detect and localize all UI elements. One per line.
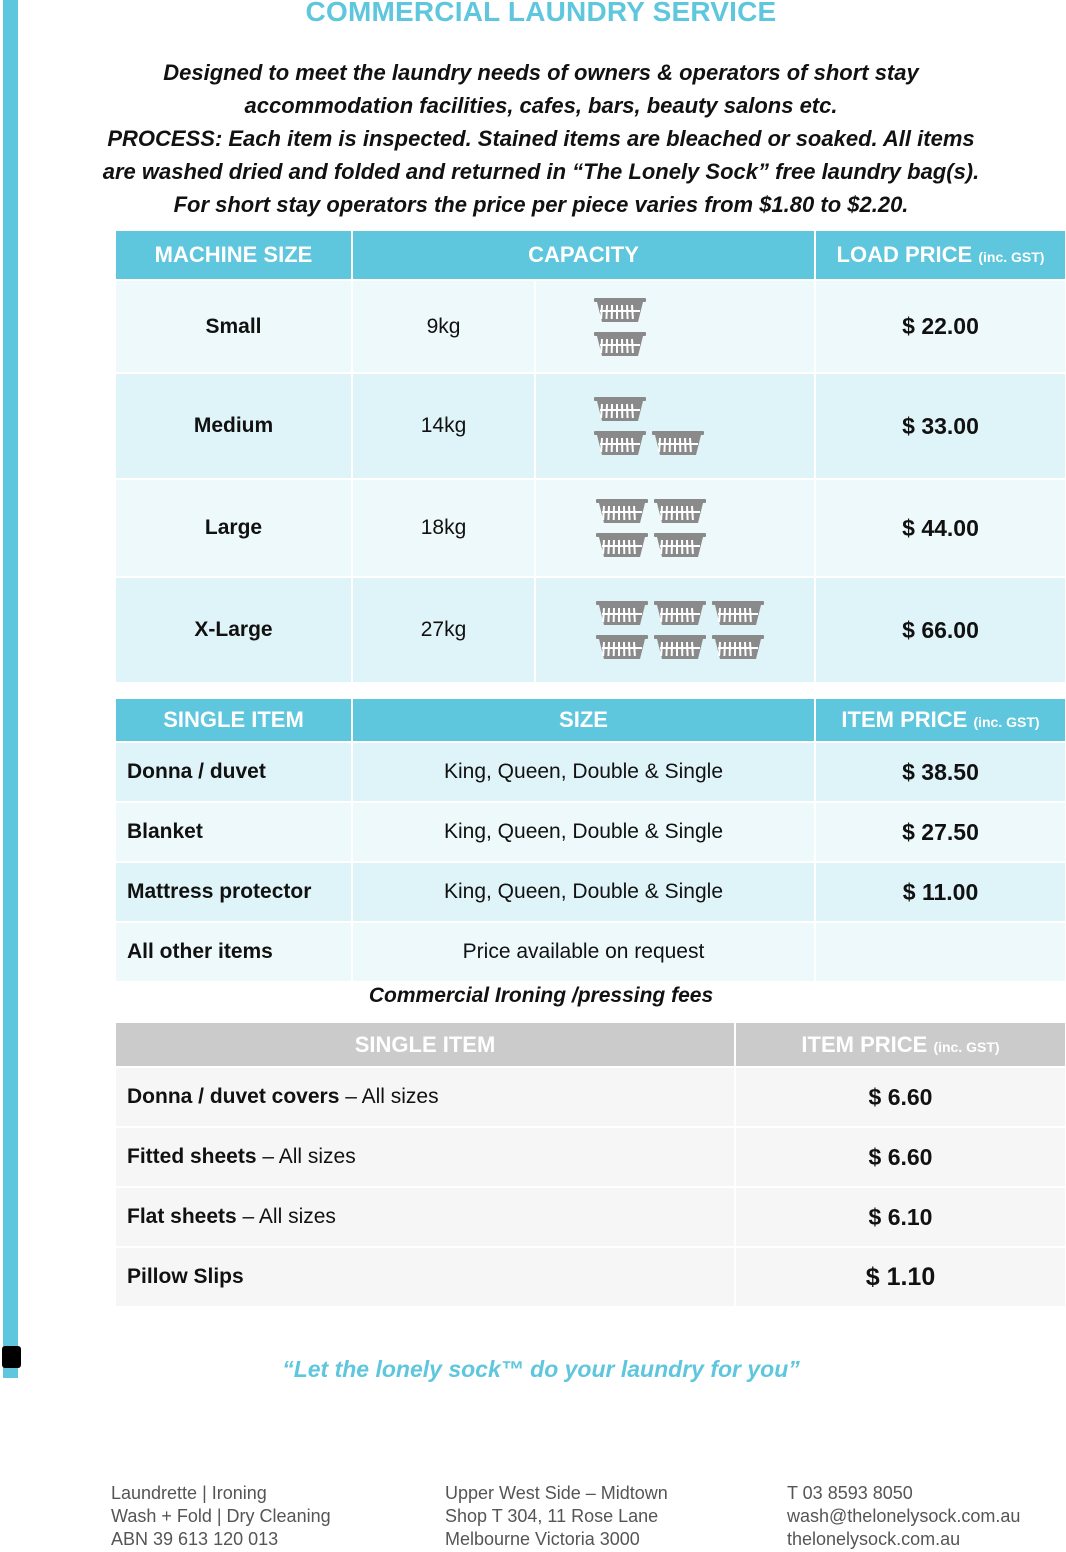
header-item-price-label: ITEM PRICE [801, 1031, 928, 1057]
header-single-item: SINGLE ITEM [116, 699, 352, 742]
machine-size: Small [116, 280, 352, 373]
item-size: King, Queen, Double & Single [352, 802, 815, 862]
table-row [116, 577, 1065, 683]
header-item-price-label: ITEM PRICE [841, 707, 968, 732]
header-size: SIZE [352, 699, 815, 742]
capacity-baskets [535, 577, 815, 683]
capacity-baskets [535, 373, 815, 479]
laundry-basket-icon [652, 530, 708, 560]
ironing-item [116, 1127, 735, 1187]
machine-size: X-Large [116, 577, 352, 683]
machine-price-table [116, 231, 1065, 684]
item-size: Price available on request [352, 922, 815, 982]
item-price: $ 38.50 [815, 742, 1065, 802]
laundry-basket-icon [652, 598, 708, 628]
laundry-basket-icon [710, 632, 766, 662]
table-row [116, 1127, 1065, 1187]
laundry-basket-icon [594, 632, 650, 662]
page-title: COMMERCIAL LAUNDRY SERVICE [305, 0, 777, 27]
intro-line: accommodation facilities, cafes, bars, beauty salons etc. [244, 93, 838, 118]
capacity-baskets [535, 479, 815, 577]
header-load-price [815, 231, 1065, 280]
header-gst-note: (inc. GST) [973, 714, 1040, 730]
table-row [116, 862, 1065, 922]
item-price: $ 11.00 [815, 862, 1065, 922]
intro-line: Designed to meet the laundry needs of owners & operators of short stay [163, 60, 919, 85]
footer-address [445, 1482, 668, 1551]
machine-size: Large [116, 479, 352, 577]
intro-line: are washed dried and folded and returned in “The Lonely Sock” free laundry bag(s). [102, 159, 980, 184]
machine-capacity: 14kg [352, 373, 535, 479]
item-name: Donna / duvet [116, 742, 352, 802]
header-gst-note: (inc. GST) [933, 1038, 1000, 1055]
item-name: Mattress protector [116, 862, 352, 922]
ironing-price: $ 1.10 [735, 1247, 1065, 1307]
ironing-price-table [116, 1023, 1065, 1308]
laundry-basket-icon [650, 428, 706, 458]
ironing-item-name: Flat sheets [127, 1205, 237, 1228]
ironing-item-name: Donna / duvet covers [127, 1085, 340, 1108]
ironing-price: $ 6.60 [735, 1067, 1065, 1127]
footer-line: T 03 8593 8050 [787, 1483, 913, 1503]
machine-capacity: 27kg [352, 577, 535, 683]
intro-text [0, 56, 1066, 221]
header-item-price [815, 699, 1065, 742]
header-item-price [735, 1023, 1065, 1067]
table-row [116, 1187, 1065, 1247]
load-price: $ 66.00 [815, 577, 1065, 683]
footer-line: Shop T 304, 11 Rose Lane [445, 1506, 659, 1526]
table-row [116, 280, 1065, 373]
capacity-baskets [535, 280, 815, 373]
ironing-section-title: Commercial Ironing /pressing fees [368, 984, 714, 1007]
footer-line: Upper West Side – Midtown [445, 1483, 668, 1503]
laundry-basket-icon [594, 530, 650, 560]
ironing-item-detail: – All sizes [256, 1145, 356, 1168]
ironing-item-name: Pillow Slips [127, 1265, 244, 1288]
laundry-basket-icon [594, 598, 650, 628]
load-price: $ 22.00 [815, 280, 1065, 373]
ironing-item [116, 1247, 735, 1307]
header-machine-size: MACHINE SIZE [116, 231, 352, 280]
ironing-price: $ 6.60 [735, 1127, 1065, 1187]
item-name: Blanket [116, 802, 352, 862]
header-single-item: SINGLE ITEM [116, 1023, 735, 1067]
footer-line: wash@thelonelysock.com.au [787, 1506, 1021, 1526]
table-row [116, 1247, 1065, 1307]
header-gst-note: (inc. GST) [978, 249, 1045, 265]
footer-line: ABN 39 613 120 013 [111, 1529, 279, 1549]
ironing-item [116, 1187, 735, 1247]
intro-line: For short stay operators the price per piece varies from $1.80 to $2.20. [173, 192, 909, 217]
footer-line: Laundrette | Ironing [111, 1483, 267, 1503]
footer-line: Melbourne Victoria 3000 [445, 1529, 640, 1549]
table-row [116, 802, 1065, 862]
laundry-basket-icon [652, 496, 708, 526]
laundry-basket-icon [652, 632, 708, 662]
table-row [116, 922, 1065, 982]
laundry-basket-icon [710, 598, 766, 628]
item-price: $ 27.50 [815, 802, 1065, 862]
laundry-basket-icon [592, 329, 648, 359]
ironing-item [116, 1067, 735, 1127]
item-size: King, Queen, Double & Single [352, 742, 815, 802]
table-row [116, 373, 1065, 479]
machine-size: Medium [116, 373, 352, 479]
laundry-basket-icon [594, 496, 650, 526]
item-size: King, Queen, Double & Single [352, 862, 815, 922]
footer-contact [787, 1482, 1020, 1551]
ironing-item-detail: – All sizes [339, 1085, 439, 1108]
intro-line: PROCESS: Each item is inspected. Stained items are bleached or soaked. All items [107, 126, 975, 151]
ironing-price: $ 6.10 [735, 1187, 1065, 1247]
table-row [116, 479, 1065, 577]
header-capacity: CAPACITY [352, 231, 815, 280]
item-price [815, 922, 1065, 982]
footer-line: thelonelysock.com.au [787, 1529, 961, 1549]
laundry-basket-icon [592, 295, 648, 325]
laundry-basket-icon [592, 394, 648, 424]
machine-capacity: 9kg [352, 280, 535, 373]
table-row [116, 1067, 1065, 1127]
ironing-item-detail: – All sizes [236, 1205, 336, 1228]
item-name: All other items [116, 922, 352, 982]
header-load-price-label: LOAD PRICE [836, 242, 973, 267]
footer-line: Wash + Fold | Dry Cleaning [111, 1506, 331, 1526]
load-price: $ 33.00 [815, 373, 1065, 479]
machine-capacity: 18kg [352, 479, 535, 577]
table-row [116, 742, 1065, 802]
footer-services [111, 1482, 331, 1551]
single-item-table [116, 699, 1065, 983]
slogan: “Let the lonely sock™ do your laundry for you” [282, 1356, 800, 1382]
load-price: $ 44.00 [815, 479, 1065, 577]
laundry-basket-icon [592, 428, 648, 458]
ironing-item-name: Fitted sheets [127, 1145, 257, 1168]
